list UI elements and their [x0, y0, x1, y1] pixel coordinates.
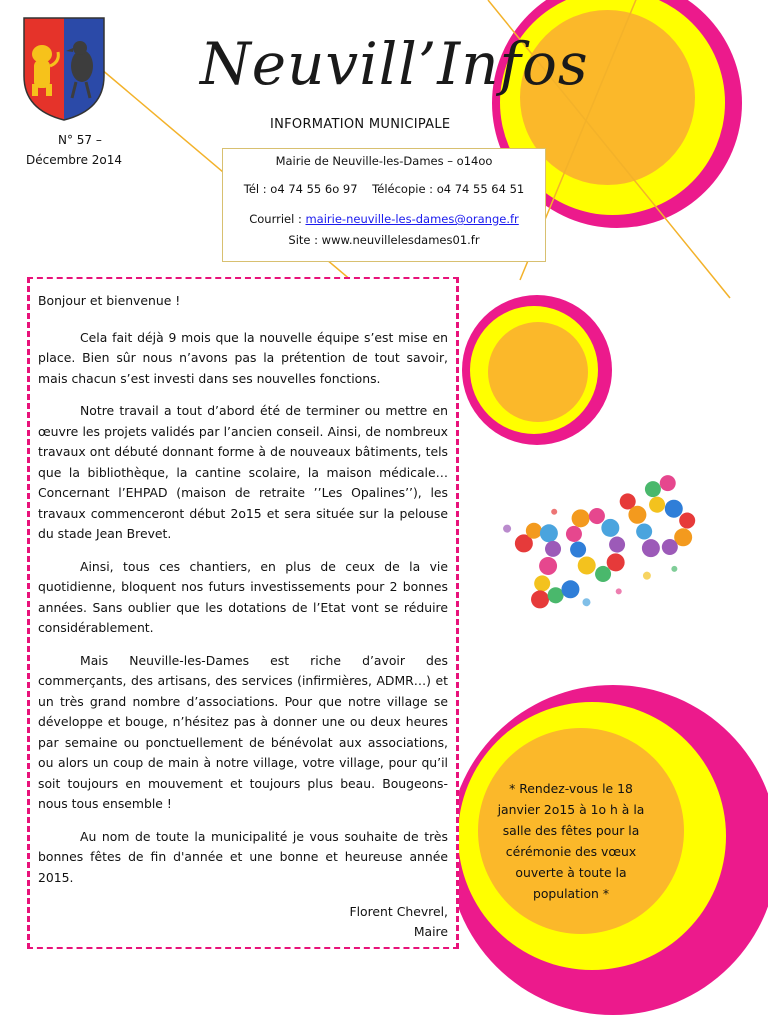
signature-name: Florent Chevrel, — [349, 904, 448, 919]
fax-number: Télécopie : o4 74 55 64 51 — [372, 182, 525, 196]
email-line — [223, 212, 545, 226]
issue-number: N° 57 – — [58, 133, 102, 147]
masthead-title: Neuvill’Infos — [200, 30, 589, 98]
editorial-letter — [27, 277, 459, 949]
letter-paragraph: Mais Neuville-les-Dames est riche d’avoir des commerçants, des artisans, des services (infirmières, ADMR…) et un très grand nombre d’associations. Pour que notre village se développe et bouge, n’hésitez pas à donner une ou deux heures par semaine ou ponctuellement de bénévolat aux associations, ou alors un coup de main à notre village, votre village, pour qu’il soit toujours en mouvement et toujours plus beau. Bougeons-nous tous ensemble ! — [38, 652, 448, 811]
letter-greeting: Bonjour et bienvenue ! — [38, 293, 181, 308]
email-link[interactable]: mairie-neuville-les-dames@orange.fr — [305, 212, 519, 226]
page-subtitle: INFORMATION MUNICIPALE — [270, 117, 451, 132]
letter-paragraph: Notre travail a tout d’abord été de terminer ou mettre en œuvre les projets validés par l’ancien conseil. Ainsi, de nombreux travaux ont débuté donnant forme à de nouveaux bâtiments, tels que la bibliothèque, la cantine scolaire, la maison médicale… Concernant l’EHPAD (maison de retraite ’’Les Opalines’’), les travaux commenceront début 2o15 et sera située sur la pelouse du stade Jean Brevet. — [38, 403, 448, 541]
municipal-crest-icon — [20, 14, 108, 124]
mairie-address: Mairie de Neuville-les-Dames – o14oo — [275, 154, 493, 168]
2015-bubbles-icon — [500, 455, 700, 630]
phone-number: Tél : o4 74 55 6o 97 — [243, 182, 358, 196]
letter-paragraph: Ainsi, tous ces chantiers, en plus de ceux de la vie quotidienne, bloquent nos futurs investissements pour 2 bonnes années. Sans oublier que les dotations de l’Etat vont se réduire considérablement. — [38, 558, 448, 635]
letter-paragraph: Au nom de toute la municipalité je vous souhaite de très bonnes fêtes de fin d'année et une bonne et heureuse année 2015. — [38, 828, 448, 885]
signature-title: Maire — [413, 924, 448, 939]
issue-date: Décembre 2o14 — [26, 153, 123, 167]
website-line: Site : www.neuvillelesdames01.fr — [288, 233, 480, 247]
letter-signature — [38, 902, 448, 942]
letter-paragraph: Cela fait déjà 9 mois que la nouvelle équipe s’est mise en place. Bien sûr nous n’avons pas la prétention de tout savoir, mais chacun s’est investi dans ses nouvelles fonctions. — [38, 329, 448, 386]
new-year-ceremony-callout: * Rendez-vous le 18 janvier 2o15 à 1o h à la salle des fêtes pour la cérémonie des vœux ouverte à toute la population * — [497, 781, 645, 901]
phone-fax-line — [223, 182, 545, 196]
contact-box — [222, 148, 546, 262]
email-label: Courriel : — [249, 212, 306, 226]
